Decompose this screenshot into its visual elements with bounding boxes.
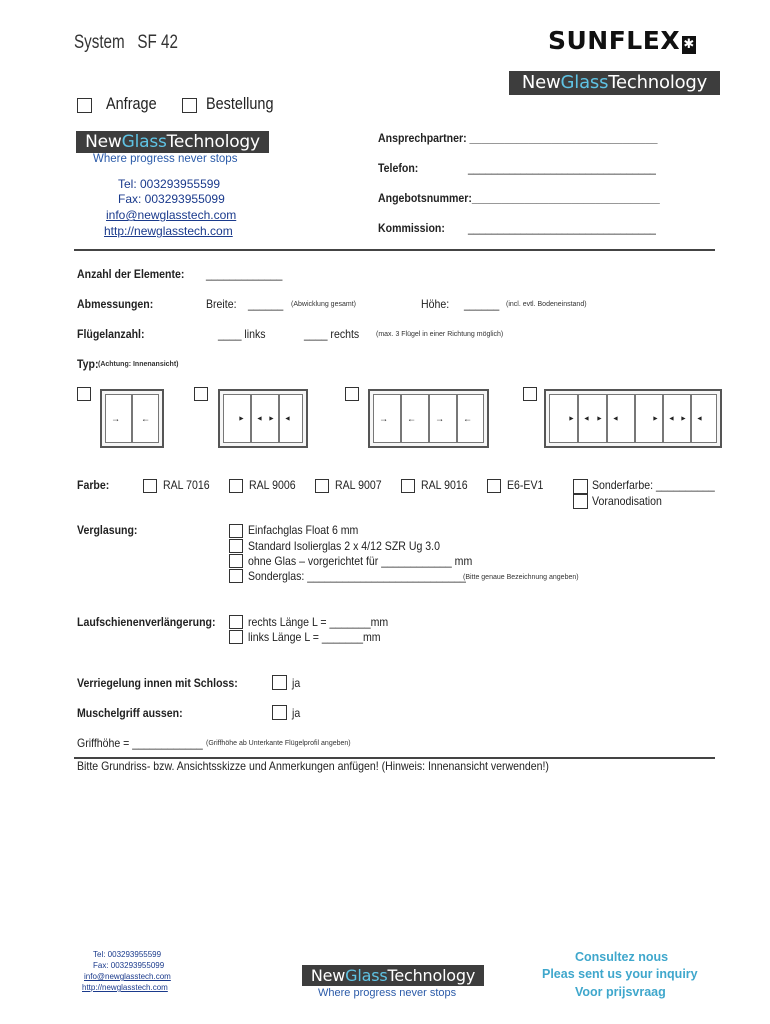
arrow-left-icon: ◄ xyxy=(284,415,291,422)
telefon-field[interactable]: ________________________________ xyxy=(468,161,656,175)
arrow-right-icon: → xyxy=(111,413,120,423)
typ-4-pane xyxy=(635,394,663,443)
arrow-left-icon: ◄ xyxy=(612,415,619,422)
muschelgriff-label: Muschelgriff aussen: xyxy=(77,706,183,720)
bestellung-label: Bestellung xyxy=(206,94,274,113)
typ-1-pane xyxy=(132,394,159,443)
fluegel-links-field[interactable]: ____ links xyxy=(218,327,266,341)
typ-3-diagram xyxy=(368,389,489,448)
arrow-left-icon: ← xyxy=(141,413,150,423)
glas-ohne-field[interactable]: ohne Glas – vorgerichtet für ____________ mm xyxy=(248,554,473,568)
company-web-link[interactable]: http://newglasstech.com xyxy=(104,224,233,238)
brand-name: SUNFLEX xyxy=(548,26,681,55)
fluegel-rechts-field[interactable]: ____ rechts xyxy=(304,327,360,341)
lauf-links-field[interactable]: links Länge L = _______mm xyxy=(248,630,381,644)
sonderfarbe-checkbox[interactable] xyxy=(573,479,588,494)
fluegel-note: (max. 3 Flügel in einer Richtung möglich) xyxy=(376,331,504,338)
typ-4-checkbox[interactable] xyxy=(523,387,537,401)
arrow-left-icon: ◄ xyxy=(696,415,703,422)
company-email-link[interactable]: info@newglasstech.com xyxy=(106,208,237,222)
typ-3-pane xyxy=(373,394,401,443)
typ-1-checkbox[interactable] xyxy=(77,387,91,401)
laufschiene-label: Laufschienenverlängerung: xyxy=(77,615,216,629)
footer-cta-inquiry: Pleas sent us your inquiry xyxy=(542,967,698,981)
arrow-right-icon: ► xyxy=(238,415,245,422)
ansprechpartner-field[interactable]: Ansprechpartner: ________________________________ xyxy=(378,131,658,145)
company-fax: Fax: 003293955099 xyxy=(118,192,225,206)
glas-ohne-checkbox[interactable] xyxy=(229,554,243,568)
farbe-ral9006-checkbox[interactable] xyxy=(229,479,243,493)
typ-4-pane xyxy=(663,394,691,443)
breite-field[interactable]: ______ xyxy=(248,297,284,311)
system-label: System xyxy=(74,32,125,53)
typ-4-pane xyxy=(578,394,607,443)
typ-2-diagram xyxy=(218,389,308,448)
arrow-right-icon: ► xyxy=(596,415,603,422)
griffhoehe-note: (Griffhöhe ab Unterkante Flügelprofil angeben) xyxy=(206,740,351,747)
farbe-ral9007-checkbox[interactable] xyxy=(315,479,329,493)
arrow-right-icon: ► xyxy=(568,415,575,422)
system-title xyxy=(74,32,178,54)
glas-isolier-checkbox[interactable] xyxy=(229,539,243,553)
breite-label: Breite: xyxy=(206,297,237,311)
typ-4-pane xyxy=(549,394,578,443)
typ-note: (Achtung: Innenansicht) xyxy=(98,361,179,368)
typ-1-diagram xyxy=(100,389,164,448)
farbe-ral9007-label: RAL 9007 xyxy=(335,478,382,492)
sonderfarbe-field[interactable]: Sonderfarbe: __________ xyxy=(592,478,715,492)
farbe-e6ev1-label: E6-EV1 xyxy=(507,478,544,492)
griffhoehe-field[interactable]: Griffhöhe = ____________ xyxy=(77,736,203,750)
typ-2-pane xyxy=(223,394,251,443)
verriegelung-checkbox[interactable] xyxy=(272,675,287,690)
farbe-label: Farbe: xyxy=(77,478,110,492)
system-value: SF 42 xyxy=(137,32,178,53)
voranodisation-label: Voranodisation xyxy=(592,494,662,508)
farbe-ral7016-checkbox[interactable] xyxy=(143,479,157,493)
ngt-logo-footer: New Glass Technology xyxy=(302,965,484,986)
fluegelanzahl-label: Flügelanzahl: xyxy=(77,327,145,341)
typ-label: Typ: xyxy=(77,357,99,371)
glas-isolier-label: Standard Isolierglas 2 x 4/12 SZR Ug 3.0 xyxy=(248,539,440,553)
arrow-right-icon: → xyxy=(435,413,444,423)
lauf-links-checkbox[interactable] xyxy=(229,630,243,644)
lauf-rechts-checkbox[interactable] xyxy=(229,615,243,629)
kommission-label: Kommission: xyxy=(378,221,445,235)
typ-3-checkbox[interactable] xyxy=(345,387,359,401)
footer-tel: Tel: 003293955599 xyxy=(93,950,162,959)
sunflex-logo xyxy=(548,26,696,55)
typ-3-pane xyxy=(401,394,429,443)
typ-4-pane xyxy=(691,394,717,443)
arrow-right-icon: → xyxy=(379,413,388,423)
telefon-label: Telefon: xyxy=(378,161,419,175)
hoehe-label: Höhe: xyxy=(421,297,450,311)
hinweis-text: Bitte Grundriss- bzw. Ansichtsskizze und Anmerkungen anfügen! (Hinweis: Innenansicht verwenden!) xyxy=(77,759,549,773)
typ-2-checkbox[interactable] xyxy=(194,387,208,401)
glas-einfach-checkbox[interactable] xyxy=(229,524,243,538)
arrow-left-icon: ← xyxy=(463,413,472,423)
arrow-right-icon: ► xyxy=(680,415,687,422)
glas-einfach-label: Einfachglas Float 6 mm xyxy=(248,523,359,537)
lauf-rechts-field[interactable]: rechts Länge L = _______mm xyxy=(248,615,389,629)
farbe-ral9016-label: RAL 9016 xyxy=(421,478,468,492)
farbe-ral7016-label: RAL 7016 xyxy=(163,478,210,492)
typ-3-pane xyxy=(429,394,457,443)
farbe-ral9016-checkbox[interactable] xyxy=(401,479,415,493)
arrow-right-icon: ► xyxy=(652,415,659,422)
footer-fax: Fax: 003293955099 xyxy=(93,961,165,970)
anfrage-checkbox[interactable] xyxy=(77,98,92,113)
verglasung-label: Verglasung: xyxy=(77,523,138,537)
typ-1-pane xyxy=(105,394,132,443)
divider-top xyxy=(74,249,715,251)
ngt-logo-top-right: New Glass Technology xyxy=(509,71,720,95)
muschelgriff-ja-label: ja xyxy=(292,706,301,720)
anzahl-field[interactable]: _____________ xyxy=(206,267,283,281)
typ-4-diagram xyxy=(544,389,722,448)
footer-cta-consultez: Consultez nous xyxy=(575,950,669,964)
farbe-e6ev1-checkbox[interactable] xyxy=(487,479,501,493)
typ-2-pane xyxy=(251,394,279,443)
angebotsnummer-field[interactable]: Angebotsnummer:________________________________ xyxy=(378,191,660,205)
glas-sonder-checkbox[interactable] xyxy=(229,569,243,583)
company-tagline: Where progress never stops xyxy=(93,153,238,165)
footer-email-link[interactable]: info@newglasstech.com xyxy=(84,972,171,981)
sonderglas-note: (Bitte genaue Bezeichnung angeben) xyxy=(463,574,579,581)
verriegelung-label: Verriegelung innen mit Schloss: xyxy=(77,676,238,690)
farbe-ral9006-label: RAL 9006 xyxy=(249,478,296,492)
arrow-left-icon: ◄ xyxy=(583,415,590,422)
arrow-left-icon: ← xyxy=(407,413,416,423)
hoehe-field[interactable]: ______ xyxy=(464,297,500,311)
footer-web-link[interactable]: http://newglasstech.com xyxy=(82,983,168,992)
typ-4-pane xyxy=(607,394,635,443)
voranodisation-checkbox[interactable] xyxy=(573,494,588,509)
breite-note: (Abwicklung gesamt) xyxy=(291,301,356,308)
arrow-left-icon: ◄ xyxy=(256,415,263,422)
footer-tagline: Where progress never stops xyxy=(318,987,457,999)
verriegelung-ja-label: ja xyxy=(292,676,301,690)
arrow-left-icon: ◄ xyxy=(668,415,675,422)
muschelgriff-checkbox[interactable] xyxy=(272,705,287,720)
ngt-logo-company: New Glass Technology xyxy=(76,131,269,153)
footer-cta-prijsvraag: Voor prijsvraag xyxy=(575,985,666,999)
arrow-right-icon: ► xyxy=(268,415,275,422)
typ-3-pane xyxy=(457,394,484,443)
company-tel: Tel: 003293955599 xyxy=(118,177,221,191)
hoehe-note: (incl. evtl. Bodeneinstand) xyxy=(506,301,587,308)
anfrage-label: Anfrage xyxy=(106,94,157,113)
sunflex-star-icon: ✱ xyxy=(683,37,695,52)
typ-2-pane xyxy=(279,394,303,443)
kommission-field[interactable]: ________________________________ xyxy=(468,221,656,235)
bestellung-checkbox[interactable] xyxy=(182,98,197,113)
glas-sonder-field[interactable]: Sonderglas: ___________________________ xyxy=(248,569,466,583)
anzahl-label: Anzahl der Elemente: xyxy=(77,267,185,281)
abmessungen-label: Abmessungen: xyxy=(77,297,154,311)
